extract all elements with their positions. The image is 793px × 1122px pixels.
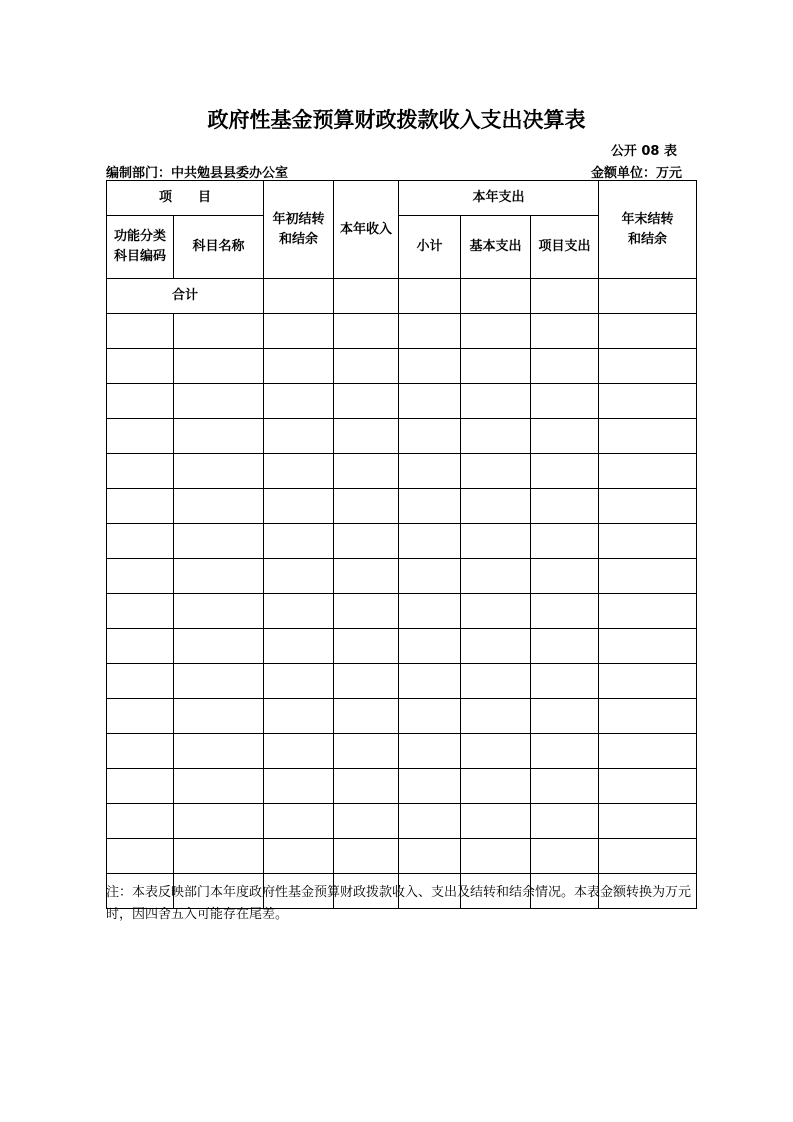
total-cell bbox=[334, 279, 399, 314]
header-subtotal: 小计 bbox=[399, 216, 461, 279]
table-cell bbox=[599, 629, 697, 664]
table-row bbox=[107, 349, 697, 384]
table-cell bbox=[531, 664, 599, 699]
table-cell bbox=[399, 839, 461, 874]
table-cell bbox=[599, 349, 697, 384]
table-row bbox=[107, 839, 697, 874]
table-cell bbox=[334, 349, 399, 384]
table-cell bbox=[334, 664, 399, 699]
table-cell bbox=[174, 769, 264, 804]
table-cell bbox=[531, 734, 599, 769]
total-label: 合计 bbox=[107, 279, 264, 314]
header-income: 本年收入 bbox=[334, 181, 399, 279]
table-cell bbox=[399, 804, 461, 839]
table-cell bbox=[399, 769, 461, 804]
table-cell bbox=[461, 454, 531, 489]
table-cell bbox=[174, 419, 264, 454]
table-cell bbox=[461, 314, 531, 349]
table-cell bbox=[461, 699, 531, 734]
header-func-code bbox=[107, 216, 174, 279]
table-cell bbox=[531, 769, 599, 804]
table-cell bbox=[399, 734, 461, 769]
table-cell bbox=[107, 664, 174, 699]
table-cell bbox=[174, 454, 264, 489]
table-cell bbox=[461, 524, 531, 559]
table-cell bbox=[461, 559, 531, 594]
table-cell bbox=[264, 594, 334, 629]
table-cell bbox=[174, 629, 264, 664]
table-cell bbox=[334, 699, 399, 734]
table-cell bbox=[264, 454, 334, 489]
table-cell bbox=[399, 384, 461, 419]
table-cell bbox=[107, 524, 174, 559]
table-cell bbox=[334, 769, 399, 804]
table-cell bbox=[174, 384, 264, 419]
table-cell bbox=[599, 804, 697, 839]
table-cell bbox=[107, 804, 174, 839]
table-cell bbox=[599, 664, 697, 699]
table-cell bbox=[107, 559, 174, 594]
page-title: 政府性基金预算财政拨款收入支出决算表 bbox=[207, 108, 586, 132]
table-cell bbox=[599, 734, 697, 769]
table-cell bbox=[399, 349, 461, 384]
table-cell bbox=[599, 384, 697, 419]
header-project-expense: 项目支出 bbox=[531, 216, 599, 279]
table-cell bbox=[399, 559, 461, 594]
table-cell bbox=[461, 349, 531, 384]
table-cell bbox=[107, 419, 174, 454]
header-begin-balance-line1: 年初结转 bbox=[272, 211, 325, 227]
table-row bbox=[107, 664, 697, 699]
table-cell bbox=[461, 769, 531, 804]
table-cell bbox=[264, 804, 334, 839]
table-cell bbox=[174, 839, 264, 874]
table-cell bbox=[334, 489, 399, 524]
table-cell bbox=[174, 699, 264, 734]
table-cell bbox=[461, 384, 531, 419]
table-cell bbox=[174, 524, 264, 559]
table-cell bbox=[264, 559, 334, 594]
table-cell bbox=[264, 419, 334, 454]
table-row bbox=[107, 804, 697, 839]
table-cell bbox=[461, 734, 531, 769]
table-cell bbox=[334, 314, 399, 349]
total-cell bbox=[531, 279, 599, 314]
table-cell bbox=[264, 629, 334, 664]
table-cell bbox=[531, 489, 599, 524]
table-cell bbox=[461, 629, 531, 664]
table-cell bbox=[107, 699, 174, 734]
table-cell bbox=[264, 489, 334, 524]
table-cell bbox=[107, 629, 174, 664]
table-cell bbox=[264, 524, 334, 559]
table-row bbox=[107, 734, 697, 769]
header-end-balance bbox=[599, 181, 697, 279]
table-cell bbox=[334, 419, 399, 454]
table-cell bbox=[174, 664, 264, 699]
table-cell bbox=[399, 419, 461, 454]
table-cell bbox=[599, 419, 697, 454]
table-row bbox=[107, 524, 697, 559]
footnote: 注：本表反映部门本年度政府性基金预算财政拨款收入、支出及结转和结余情况。本表金额转换为万元时，因四舍五入可能存在尾差。 bbox=[106, 885, 692, 922]
table-cell bbox=[334, 384, 399, 419]
budget-table bbox=[106, 180, 697, 909]
total-cell bbox=[399, 279, 461, 314]
table-cell bbox=[599, 769, 697, 804]
table-cell bbox=[531, 349, 599, 384]
table-cell bbox=[107, 489, 174, 524]
table-cell bbox=[461, 839, 531, 874]
header-subject-name: 科目名称 bbox=[174, 216, 264, 279]
table-cell bbox=[599, 524, 697, 559]
table-cell bbox=[264, 314, 334, 349]
table-row bbox=[107, 699, 697, 734]
table-cell bbox=[599, 454, 697, 489]
table-cell bbox=[174, 314, 264, 349]
table-cell bbox=[174, 349, 264, 384]
table-row bbox=[107, 489, 697, 524]
header-basic-expense: 基本支出 bbox=[461, 216, 531, 279]
form-number: 公开 08 表 bbox=[610, 144, 677, 159]
table-cell bbox=[174, 489, 264, 524]
table-cell bbox=[531, 839, 599, 874]
table-cell bbox=[107, 454, 174, 489]
table-cell bbox=[334, 839, 399, 874]
table-cell bbox=[399, 664, 461, 699]
table-row bbox=[107, 594, 697, 629]
table-cell bbox=[264, 699, 334, 734]
table-cell bbox=[531, 454, 599, 489]
table-cell bbox=[531, 559, 599, 594]
table-cell bbox=[399, 629, 461, 664]
unit-label: 金额单位：万元 bbox=[590, 166, 682, 181]
table-cell bbox=[334, 594, 399, 629]
header-end-balance-line2: 和结余 bbox=[628, 231, 668, 247]
table-row bbox=[107, 384, 697, 419]
table-cell bbox=[107, 349, 174, 384]
header-func-code-line2: 科目编码 bbox=[113, 249, 166, 264]
table-cell bbox=[107, 734, 174, 769]
table-cell bbox=[264, 349, 334, 384]
table-cell bbox=[107, 839, 174, 874]
table-body bbox=[107, 314, 697, 909]
table-row bbox=[107, 769, 697, 804]
table-cell bbox=[264, 734, 334, 769]
table-cell bbox=[461, 419, 531, 454]
table-cell bbox=[531, 524, 599, 559]
table-cell bbox=[264, 769, 334, 804]
table-row bbox=[107, 559, 697, 594]
table-cell bbox=[107, 384, 174, 419]
table-cell bbox=[599, 594, 697, 629]
total-row bbox=[107, 279, 697, 314]
table-cell bbox=[174, 559, 264, 594]
header-func-code-line1: 功能分类 bbox=[113, 229, 166, 244]
table-cell bbox=[531, 314, 599, 349]
table-cell bbox=[461, 804, 531, 839]
table-cell bbox=[399, 594, 461, 629]
total-cell bbox=[599, 279, 697, 314]
table-cell bbox=[107, 314, 174, 349]
table-cell bbox=[107, 769, 174, 804]
header-row-1 bbox=[107, 181, 697, 216]
table-cell bbox=[399, 489, 461, 524]
table-cell bbox=[461, 664, 531, 699]
table-cell bbox=[599, 699, 697, 734]
table-cell bbox=[531, 699, 599, 734]
total-cell bbox=[264, 279, 334, 314]
table-cell bbox=[531, 804, 599, 839]
header-expense-group: 本年支出 bbox=[399, 181, 599, 216]
table-row bbox=[107, 629, 697, 664]
table-cell bbox=[531, 384, 599, 419]
table-cell bbox=[264, 839, 334, 874]
table-cell bbox=[399, 524, 461, 559]
table-cell bbox=[461, 489, 531, 524]
table-cell bbox=[174, 734, 264, 769]
table-cell bbox=[399, 454, 461, 489]
table-cell bbox=[174, 804, 264, 839]
table-cell bbox=[531, 594, 599, 629]
table-row bbox=[107, 419, 697, 454]
header-end-balance-line1: 年末结转 bbox=[621, 211, 674, 227]
table-cell bbox=[174, 594, 264, 629]
table-cell bbox=[599, 489, 697, 524]
table-cell bbox=[264, 384, 334, 419]
header-project: 项 目 bbox=[107, 181, 264, 216]
table-cell bbox=[334, 629, 399, 664]
table-cell bbox=[599, 839, 697, 874]
table-cell bbox=[399, 699, 461, 734]
table-cell bbox=[461, 594, 531, 629]
table-cell bbox=[334, 804, 399, 839]
table-cell bbox=[334, 734, 399, 769]
total-cell bbox=[461, 279, 531, 314]
table-row bbox=[107, 454, 697, 489]
table-row bbox=[107, 314, 697, 349]
header-begin-balance bbox=[264, 181, 334, 279]
table-cell bbox=[334, 524, 399, 559]
table-cell bbox=[334, 454, 399, 489]
table-cell bbox=[399, 314, 461, 349]
table-cell bbox=[107, 594, 174, 629]
table-cell bbox=[264, 664, 334, 699]
table-cell bbox=[334, 559, 399, 594]
table-cell bbox=[599, 559, 697, 594]
department-label: 编制部门：中共勉县县委办公室 bbox=[106, 166, 289, 181]
table-cell bbox=[531, 629, 599, 664]
header-begin-balance-line2: 和结余 bbox=[279, 231, 319, 247]
table-cell bbox=[531, 419, 599, 454]
table-cell bbox=[599, 314, 697, 349]
